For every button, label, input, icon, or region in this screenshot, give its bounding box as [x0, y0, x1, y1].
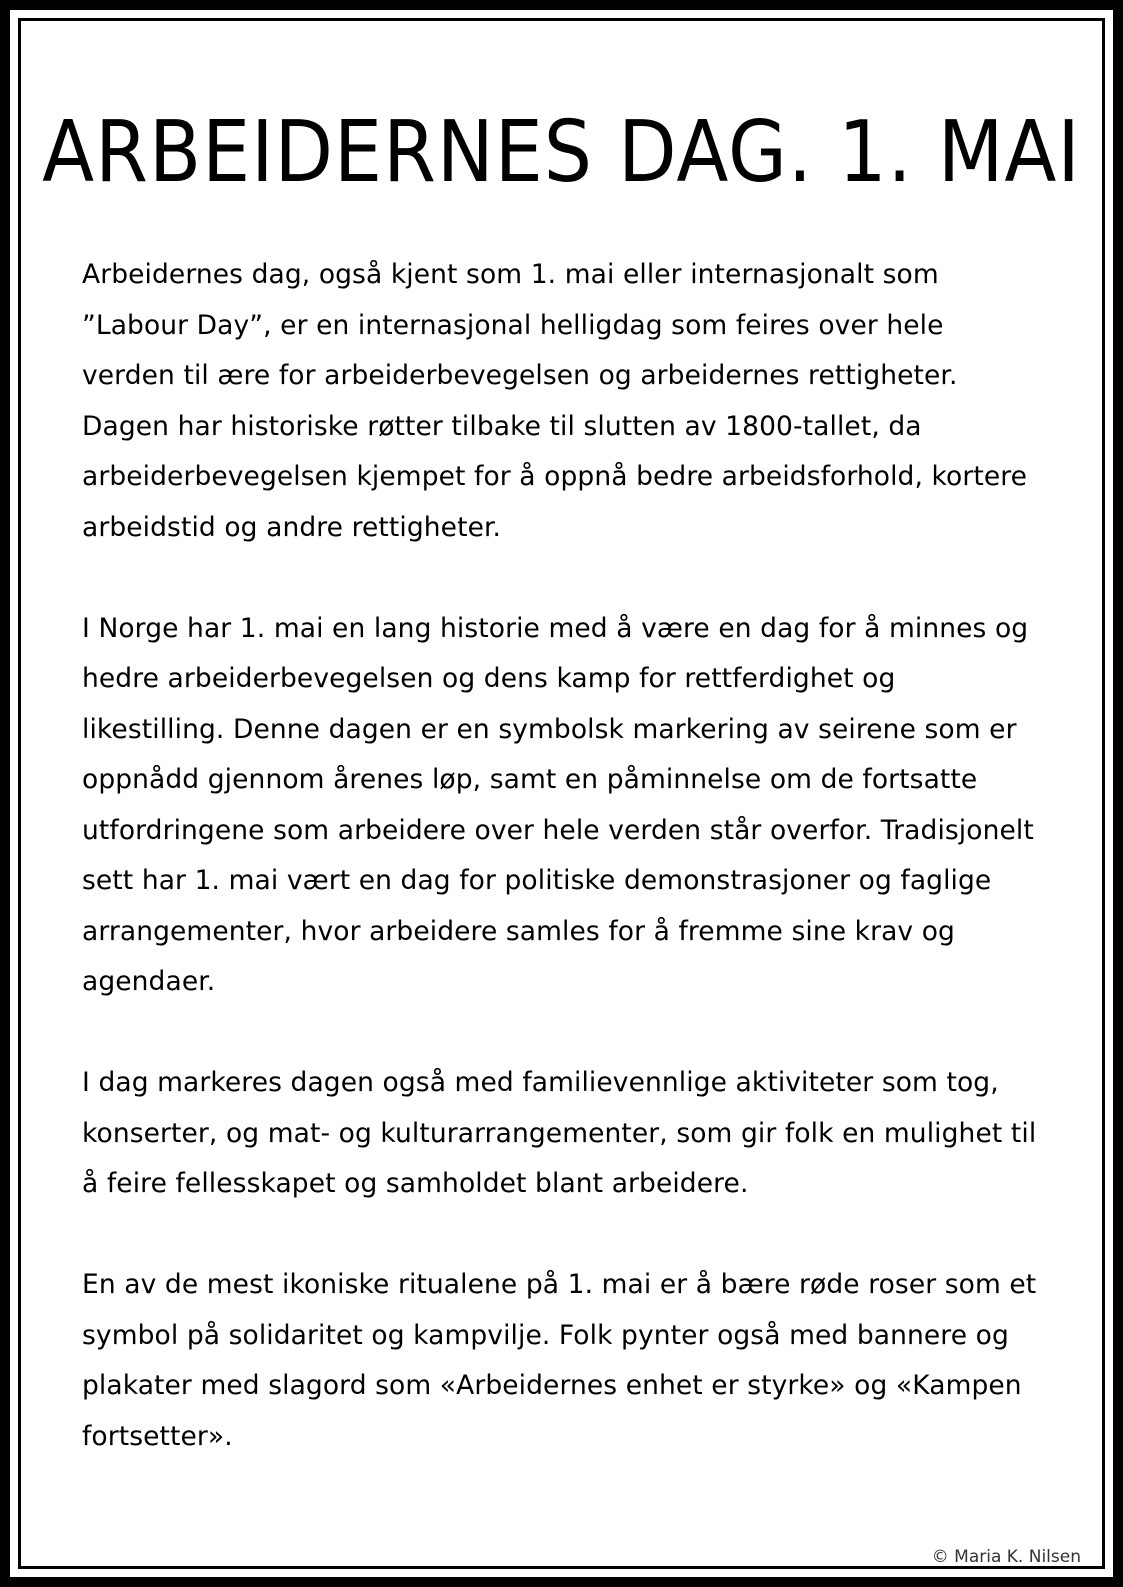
copyright-notice: © Maria K. Nilsen [931, 1547, 1081, 1567]
paragraph-history: Arbeidernes dag, også kjent som 1. mai eller internasjonalt som ”Labour Day”, er en internasjonal helligdag som feires over hele verden til ære for arbeiderbevegelsen og arbeidernes rettigheter. Dagen har historiske røtter tilbake til slutten av 1800-tallet, da arbeiderbevegelsen kjempet for å oppnå bedre arbeidsforhold, kortere arbeidstid og andre rettigheter. [82, 259, 1028, 543]
paragraph-norway: I Norge har 1. mai en lang historie med å være en dag for å minnes og hedre arbeiderbevegelsen og dens kamp for rettferdighet og likestilling. Denne dagen er en symbolsk markering av seirene som er oppnådd gjennom årenes løp, samt en påminnelse om de fortsatte utfordringene som arbeidere over hele verden står overfor. Tradisjonelt sett har 1. mai vært en dag for politiske demonstrasjoner og faglige arrangementer, hvor arbeidere samles for å fremme sine krav og agendaer. [82, 612, 1034, 997]
paragraph-roses: En av de mest ikoniske ritualene på 1. mai er å bære røde roser som et symbol på solidaritet og kampvilje. Folk pynter også med bannere og plakater med slagord som «Arbeidernes enhet er styrke» og «Kampen fortsetter». [82, 1269, 1037, 1452]
page-title: ARBEIDERNES DAG. 1. MAI [42, 101, 1081, 202]
paragraph-today: I dag markeres dagen også med familievennlige aktiviteter som tog, konserter, og mat- og kulturarrangementer, som gir folk en mulighet til å feire fellesskapet og samholdet blant arbeidere. [82, 1067, 1037, 1199]
body-text [82, 250, 1042, 1513]
